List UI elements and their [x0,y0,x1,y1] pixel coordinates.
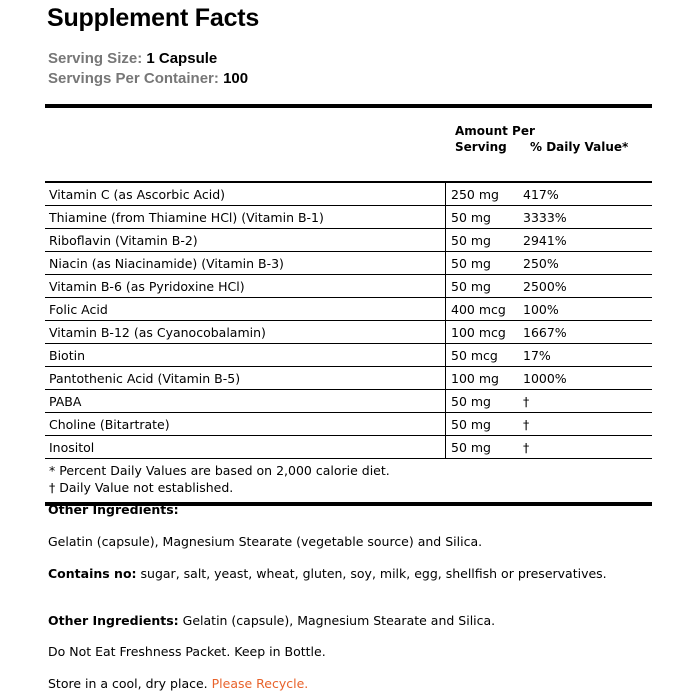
daily-value: 250% [523,256,559,271]
serving-size-value: 1 Capsule [146,50,218,67]
daily-value: 3333% [523,210,567,225]
table-row [45,436,652,458]
column-divider [445,321,446,344]
amount: 50 mg [451,417,491,432]
table-row [45,298,652,321]
daily-value: 1667% [523,325,567,340]
column-divider [445,275,446,298]
footnote-daily-values: * Percent Daily Values are based on 2,000 calorie diet. [49,463,390,478]
storage-text: Store in a cool, dry place. [48,676,208,691]
table-row [45,229,652,252]
footnote-not-established: † Daily Value not established. [49,480,234,495]
nutrient-name: Biotin [49,348,85,363]
freshness-note: Do Not Eat Freshness Packet. Keep in Bottle. [48,644,326,659]
daily-value: 2941% [523,233,567,248]
other-ingredients-heading: Other Ingredients: [48,502,179,517]
column-divider [445,252,446,275]
servings-per-container-value: 100 [223,70,249,87]
amount: 50 mg [451,256,491,271]
contains-no [48,565,608,582]
nutrient-name: Folic Acid [49,302,108,317]
column-divider [445,298,446,321]
column-divider [445,229,446,252]
servings-per-container [48,70,248,87]
nutrient-name: Vitamin B-12 (as Cyanocobalamin) [49,325,266,340]
table-row [45,390,652,413]
daily-value: † [523,394,530,409]
column-divider [445,390,446,413]
daily-value-header: % Daily Value* [530,140,629,154]
table-header [45,108,652,183]
nutrient-name: Inositol [49,440,95,455]
nutrient-name: Vitamin B-6 (as Pyridoxine HCl) [49,279,245,294]
amount: 50 mg [451,233,491,248]
daily-value: 1000% [523,371,567,386]
column-divider [445,367,446,390]
amount: 50 mg [451,210,491,225]
daily-value: † [523,417,530,432]
other-ingredients-2-text: Gelatin (capsule), Magnesium Stearate and Silica. [182,613,496,628]
daily-value: 417% [523,187,559,202]
nutrient-name: Riboflavin (Vitamin B-2) [49,233,198,248]
nutrient-name: Niacin (as Niacinamide) (Vitamin B-3) [49,256,284,271]
column-divider [445,183,446,206]
table-row [45,367,652,390]
other-ingredients-text: Gelatin (capsule), Magnesium Stearate (vegetable source) and Silica. [48,534,483,549]
amount: 50 mg [451,279,491,294]
contains-no-label: Contains no: [48,566,137,581]
table-row [45,344,652,367]
table-row [45,321,652,344]
column-divider [445,413,446,436]
table-row [45,413,652,436]
page-title: Supplement Facts [47,4,260,32]
nutrient-name: Choline (Bitartrate) [49,417,170,432]
column-divider [445,206,446,229]
column-divider [445,344,446,367]
amount: 100 mg [451,371,499,386]
serving-size-label: Serving Size: [48,50,143,67]
table-row [45,252,652,275]
daily-value: † [523,440,530,455]
other-ingredients-2-label: Other Ingredients: [48,613,179,628]
storage-note [48,675,608,692]
table-row [45,183,652,206]
amount: 100 mcg [451,325,506,340]
supplement-facts-table [45,104,652,506]
servings-per-container-label: Servings Per Container: [48,70,219,87]
table-row [45,206,652,229]
nutrient-name: Vitamin C (as Ascorbic Acid) [49,187,226,202]
nutrient-name: PABA [49,394,82,409]
other-ingredients-2 [48,612,608,629]
column-divider [445,436,446,459]
table-row [45,275,652,298]
daily-value: 100% [523,302,559,317]
daily-value: 17% [523,348,551,363]
table-footnotes [45,458,652,502]
amount: 50 mg [451,394,491,409]
daily-value: 2500% [523,279,567,294]
contains-no-text: sugar, salt, yeast, wheat, gluten, soy, milk, egg, shellfish or preservatives. [140,566,607,581]
amount: 50 mg [451,440,491,455]
amount: 250 mg [451,187,499,202]
nutrient-name: Thiamine (from Thiamine HCl) (Vitamin B-1) [49,210,324,225]
amount: 50 mcg [451,348,498,363]
nutrient-name: Pantothenic Acid (Vitamin B-5) [49,371,241,386]
amount: 400 mcg [451,302,506,317]
serving-size [48,50,217,67]
recycle-text: Please Recycle. [211,676,309,691]
amount-per-serving-header: Amount Per Serving [455,124,535,154]
